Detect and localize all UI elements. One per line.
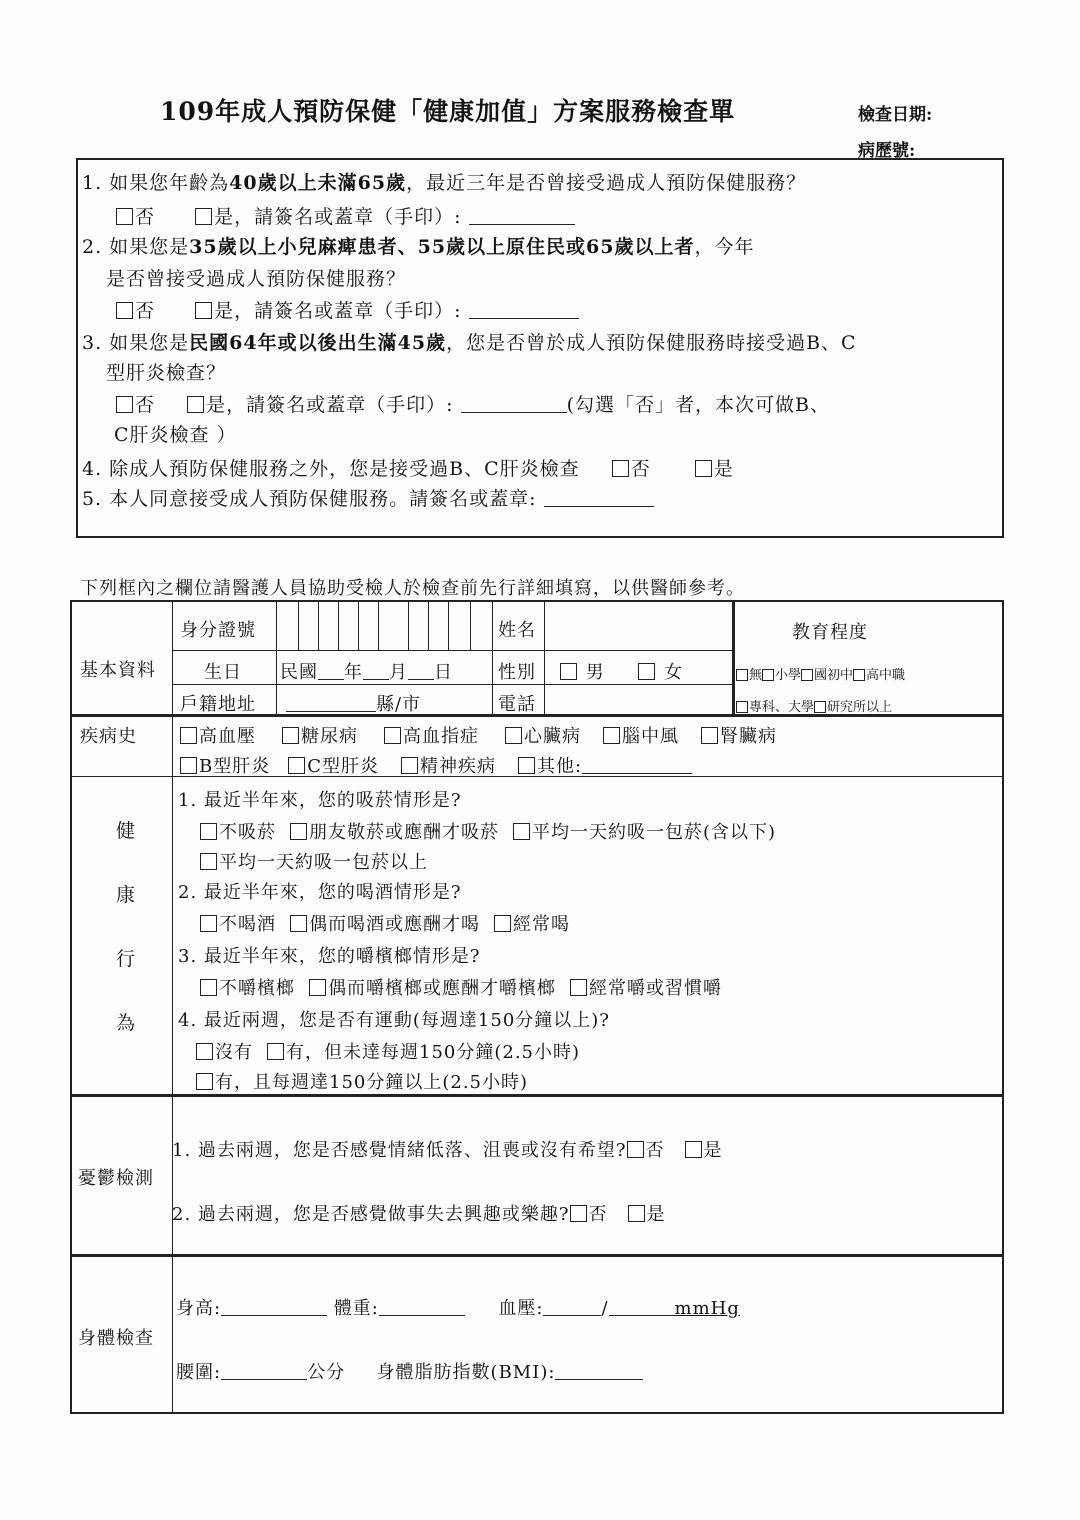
other-disease-checkbox[interactable] xyxy=(518,757,535,774)
staff-instruction-note: 下列框內之欄位請醫護人員協助受檢人於檢查前先行詳細填寫，以供醫師參考。 xyxy=(80,578,745,599)
hepatitis-c-checkbox[interactable] xyxy=(288,757,305,774)
smoke-one-pack-checkbox[interactable] xyxy=(513,823,530,840)
basic-data-label: 基本資料 xyxy=(80,660,156,681)
question-3: 3. 如果您是民國64年或以後出生滿45歲，您是否曾於成人預防保健服務時接受過B、C xyxy=(82,332,857,354)
behavior-label-char-4: 為 xyxy=(116,1012,136,1034)
education-label: 教育程度 xyxy=(792,622,868,643)
smoking-options: 不吸菸 朋友敬菸或應酬才吸菸 平均一天約吸一包菸(含以下) xyxy=(200,818,776,844)
id-number-label: 身分證號 xyxy=(180,620,256,641)
physical-row-1: 身高: 體重: 血壓: / mmHg xyxy=(176,1298,740,1319)
question-4: 4. 除成人預防保健服務之外，您是接受過B、C肝炎檢查 否 是 xyxy=(82,458,734,480)
name-label: 姓名 xyxy=(498,620,536,641)
physical-exam-label: 身體檢查 xyxy=(78,1328,154,1349)
no-betel-checkbox[interactable] xyxy=(200,979,217,996)
bmi-field[interactable] xyxy=(555,1362,643,1380)
exercise-options: 沒有 有，但未達每週150分鐘(2.5小時) xyxy=(196,1038,580,1064)
drinking-options: 不喝酒 偶而喝酒或應酬才喝 經常喝 xyxy=(200,910,570,936)
depression-question-2: 2. 過去兩週，您是否感覺做事失去興趣或樂趣? 否 是 xyxy=(172,1204,666,1225)
drinking-question: 2. 最近半年來，您的喝酒情形是? xyxy=(178,882,462,903)
edu-junior-checkbox[interactable] xyxy=(801,669,813,681)
occasional-drinking-checkbox[interactable] xyxy=(290,915,307,932)
edu-none-checkbox[interactable] xyxy=(736,669,748,681)
disease-row-1: 高血壓 糖尿病 高血指症 心臟病 腦中風 腎臟病 xyxy=(180,722,777,748)
question-3-continued: 型肝炎檢查？ xyxy=(106,362,227,384)
q3-signature-field[interactable] xyxy=(461,395,567,413)
behavior-label-char-2: 康 xyxy=(116,884,136,906)
smoke-over-pack-checkbox[interactable] xyxy=(200,853,217,870)
no-smoking-checkbox[interactable] xyxy=(200,823,217,840)
birthday-field[interactable]: 民國 年 月 日 xyxy=(280,662,453,683)
mental-illness-checkbox[interactable] xyxy=(401,757,418,774)
social-smoking-checkbox[interactable] xyxy=(290,823,307,840)
no-drinking-checkbox[interactable] xyxy=(200,915,217,932)
female-checkbox[interactable] xyxy=(638,663,655,680)
disease-history-label: 疾病史 xyxy=(80,726,137,747)
form-title: 109年成人預防保健「健康加值」方案服務檢查單 xyxy=(160,97,736,126)
q4-yes-checkbox[interactable] xyxy=(695,460,712,477)
systolic-field[interactable] xyxy=(543,1298,601,1316)
q1-yes-checkbox[interactable] xyxy=(195,208,212,225)
question-2-options: 否 是，請簽名或蓋章（手印）: xyxy=(116,296,579,323)
phone-label: 電話 xyxy=(498,694,536,715)
question-1: 1. 如果您年齡為40歲以上未滿65歲，最近三年是否曾接受過成人預防保健服務？ xyxy=(82,172,807,194)
smoking-option-4: 平均一天約吸一包菸以上 xyxy=(200,848,428,874)
betel-options: 不嚼檳榔 偶而嚼檳榔或應酬才嚼檳榔 經常嚼或習慣嚼 xyxy=(200,974,722,1000)
education-options-row2: 專科、大學 研究所以上 xyxy=(736,696,892,715)
dep-q2-no-checkbox[interactable] xyxy=(570,1205,587,1222)
weight-field[interactable] xyxy=(379,1298,465,1316)
education-options-row1: 無 小學 國初中 高中職 xyxy=(736,664,905,683)
other-disease-field[interactable] xyxy=(582,756,692,774)
disease-row-2: B型肝炎 C型肝炎 精神疾病 其他: xyxy=(180,752,692,778)
physical-row-2: 腰圍: 公分 身體脂肪指數(BMI): xyxy=(176,1358,643,1384)
waist-field[interactable] xyxy=(221,1362,307,1380)
q3-yes-checkbox[interactable] xyxy=(187,396,204,413)
question-3-note-end: C肝炎檢查 ） xyxy=(114,424,237,446)
sex-label: 性別 xyxy=(498,662,536,683)
dep-q1-yes-checkbox[interactable] xyxy=(685,1141,702,1158)
address-label: 戶籍地址 xyxy=(180,694,256,715)
exercise-below-150-checkbox[interactable] xyxy=(267,1043,284,1060)
stroke-checkbox[interactable] xyxy=(603,727,620,744)
height-field[interactable] xyxy=(221,1298,327,1316)
q3-no-checkbox[interactable] xyxy=(116,396,133,413)
exercise-question: 4. 最近兩週，您是否有運動(每週達150分鐘以上)? xyxy=(178,1010,610,1031)
occasional-betel-checkbox[interactable] xyxy=(309,979,326,996)
record-number-label: 病歷號: xyxy=(858,141,916,161)
question-2-continued: 是否曾接受過成人預防保健服務？ xyxy=(106,268,407,290)
dep-q2-yes-checkbox[interactable] xyxy=(628,1205,645,1222)
diabetes-checkbox[interactable] xyxy=(282,727,299,744)
edu-primary-checkbox[interactable] xyxy=(762,669,774,681)
edu-graduate-checkbox[interactable] xyxy=(814,701,826,713)
q1-no-checkbox[interactable] xyxy=(116,208,133,225)
q2-yes-checkbox[interactable] xyxy=(195,302,212,319)
habitual-betel-checkbox[interactable] xyxy=(570,979,587,996)
consent-questions-box xyxy=(76,158,1004,538)
betel-question: 3. 最近半年來，您的嚼檳榔情形是? xyxy=(178,946,481,967)
depression-label: 憂鬱檢測 xyxy=(78,1168,154,1189)
hypertension-checkbox[interactable] xyxy=(180,727,197,744)
edu-college-checkbox[interactable] xyxy=(736,701,748,713)
exercise-over-150-checkbox[interactable] xyxy=(196,1073,213,1090)
exercise-option-3: 有，且每週達150分鐘以上(2.5小時) xyxy=(196,1068,528,1094)
health-info-form xyxy=(70,600,1004,1414)
birthday-label: 生日 xyxy=(204,662,242,683)
male-checkbox[interactable] xyxy=(560,663,577,680)
question-1-options: 否 是，請簽名或蓋章（手印）: xyxy=(116,202,575,229)
q1-signature-field[interactable] xyxy=(469,207,575,225)
q2-signature-field[interactable] xyxy=(469,301,579,319)
kidney-disease-checkbox[interactable] xyxy=(701,727,718,744)
behavior-label-char-3: 行 xyxy=(116,948,136,970)
smoking-question: 1. 最近半年來，您的吸菸情形是? xyxy=(178,790,462,811)
question-2: 2. 如果您是35歲以上小兒麻痺患者、55歲以上原住民或65歲以上者，今年 xyxy=(82,236,755,258)
heart-disease-checkbox[interactable] xyxy=(505,727,522,744)
question-3-options: 否 是，請簽名或蓋章（手印）: (勾選「否」者，本次可做B、 xyxy=(116,390,830,417)
behavior-label-char-1: 健 xyxy=(116,820,136,842)
question-5: 5. 本人同意接受成人預防保健服務。請簽名或蓋章: xyxy=(82,484,654,511)
edu-senior-checkbox[interactable] xyxy=(853,669,865,681)
hyperlipidemia-checkbox[interactable] xyxy=(384,727,401,744)
hepatitis-b-checkbox[interactable] xyxy=(180,757,197,774)
frequent-drinking-checkbox[interactable] xyxy=(494,915,511,932)
q5-signature-field[interactable] xyxy=(544,489,654,507)
q2-no-checkbox[interactable] xyxy=(116,302,133,319)
diastolic-field[interactable] xyxy=(609,1298,675,1316)
no-exercise-checkbox[interactable] xyxy=(196,1043,213,1060)
depression-question-1: 1. 過去兩週，您是否感覺情緒低落、沮喪或沒有希望? 否 是 xyxy=(172,1140,723,1161)
q4-no-checkbox[interactable] xyxy=(612,460,629,477)
exam-date-label: 檢查日期: xyxy=(858,105,933,125)
address-field[interactable]: 縣/市 xyxy=(286,690,421,716)
sex-options: 男 女 xyxy=(560,658,683,684)
dep-q1-no-checkbox[interactable] xyxy=(627,1141,644,1158)
